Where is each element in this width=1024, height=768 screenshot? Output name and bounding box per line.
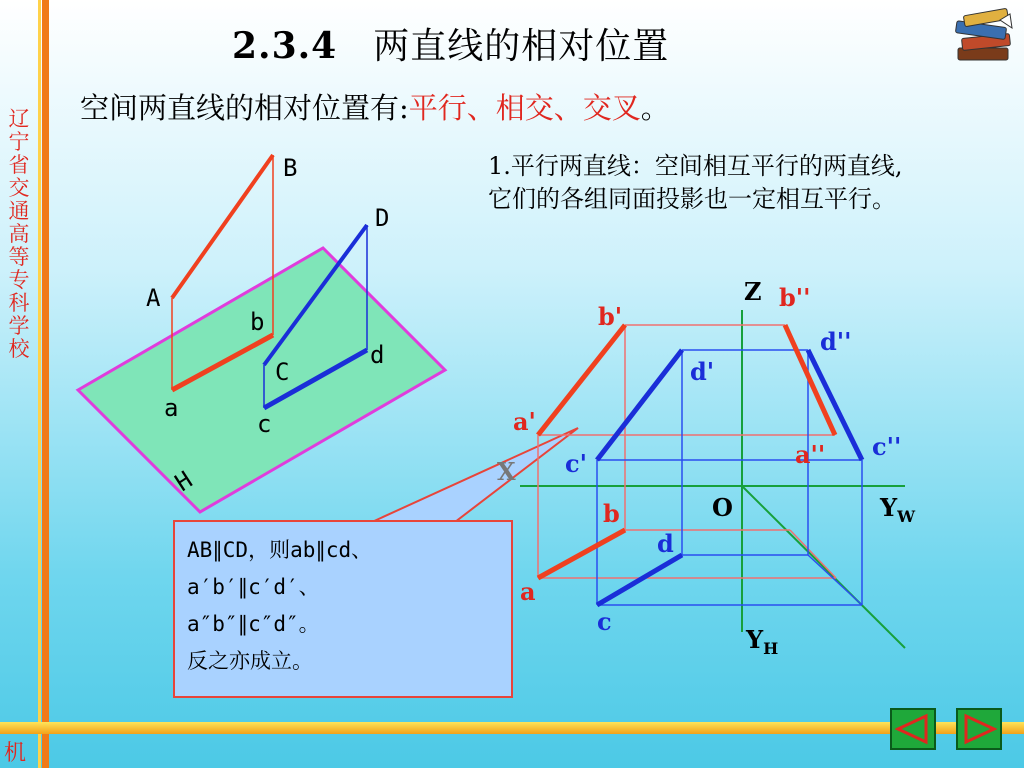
- label-b-prime: b': [598, 302, 623, 331]
- parallel-lines-description: 1.平行两直线：空间相互平行的两直线,它们的各组同面投影也一定相互平行。: [488, 152, 903, 213]
- label-D: D: [375, 204, 390, 232]
- school-name: 辽宁省交通高等专科学校: [8, 107, 30, 361]
- label-d-double-prime: d'': [820, 327, 852, 356]
- label-H: H: [170, 465, 198, 498]
- section-number: 2.3.4: [232, 25, 338, 67]
- label-b-top: b: [603, 499, 620, 528]
- section-title: 两直线的相对位置: [373, 26, 670, 67]
- label-X: X: [497, 457, 516, 486]
- next-button[interactable]: [956, 708, 1002, 750]
- bottom-label: 机: [4, 741, 27, 766]
- label-Z: Z: [744, 277, 762, 306]
- note-line-1: AB∥CD，则ab∥cd、: [187, 538, 373, 562]
- note-line-4: 反之亦成立。: [187, 649, 313, 673]
- label-a-double-prime: a'': [795, 440, 826, 469]
- proj-ab-top: [538, 530, 625, 578]
- label-d-top: d: [657, 529, 674, 558]
- label-c: c: [257, 410, 272, 438]
- label-d: d: [370, 341, 385, 369]
- label-B: B: [283, 154, 298, 182]
- label-YW: $Y_W$: [880, 493, 916, 526]
- subtitle-suffix: 。: [640, 91, 670, 125]
- label-A: A: [146, 284, 161, 312]
- label-c-top: c: [597, 607, 612, 636]
- label-C: C: [275, 358, 290, 386]
- label-b: b: [250, 308, 265, 336]
- proj-cd-front: [597, 350, 682, 460]
- subtitle-highlight: 平行、相交、交叉: [408, 91, 641, 125]
- proj-cd-top: [597, 555, 682, 605]
- proj-ab-front: [538, 325, 625, 435]
- note-line-2: a′b′∥c′d′、: [187, 575, 320, 599]
- label-c-prime: c': [565, 449, 587, 478]
- label-O: O: [712, 493, 733, 522]
- subtitle-prefix: 空间两直线的相对位置有:: [80, 91, 409, 125]
- label-d-prime: d': [690, 357, 715, 386]
- label-c-double-prime: c'': [872, 432, 902, 461]
- callout-pointer: [372, 428, 578, 522]
- label-a-prime: a': [513, 407, 536, 436]
- note-box: [173, 520, 513, 698]
- label-YH: $Y_H$: [746, 625, 779, 658]
- label-a-top: a: [520, 577, 536, 606]
- label-b-double-prime: b'': [779, 283, 811, 312]
- prev-button[interactable]: [890, 708, 936, 750]
- label-a: a: [164, 394, 179, 422]
- note-line-3: a″b″∥c″d″。: [187, 612, 320, 636]
